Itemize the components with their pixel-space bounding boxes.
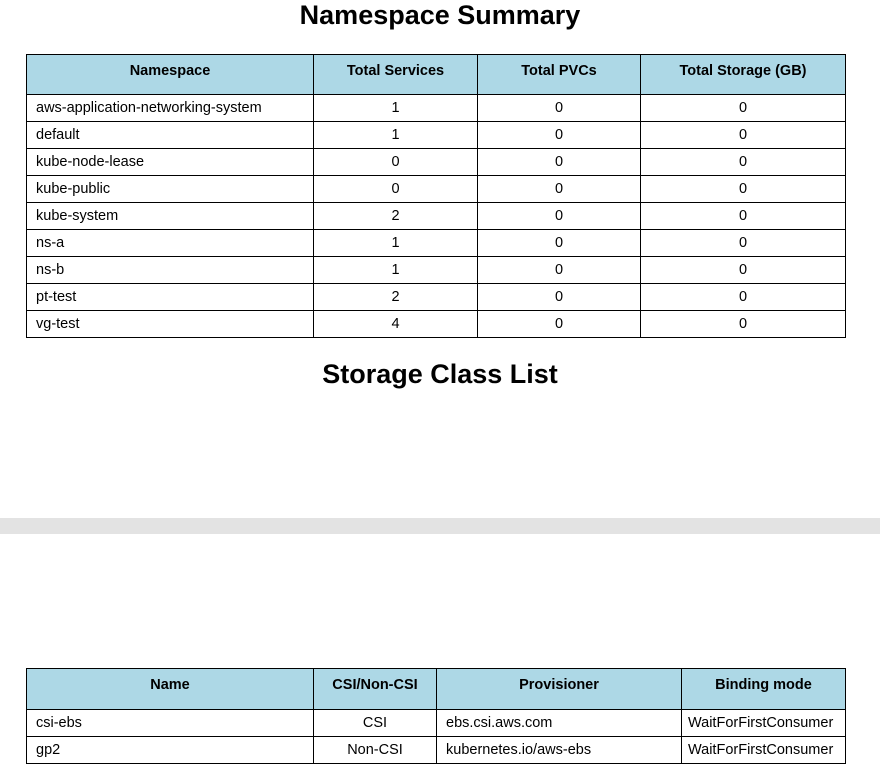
services-cell: 2 [314, 203, 478, 230]
namespace-cell: aws-application-networking-system [27, 95, 314, 122]
column-header-total-services: Total Services [314, 55, 478, 95]
csi-type-cell: CSI [314, 710, 437, 737]
storage-cell: 0 [641, 203, 846, 230]
table-row [27, 737, 846, 764]
binding-mode-cell: WaitForFirstConsumer [682, 737, 846, 764]
column-header-csi: CSI/Non-CSI [314, 669, 437, 710]
table-row [27, 122, 846, 149]
namespace-cell: default [27, 122, 314, 149]
pvcs-cell: 0 [478, 149, 641, 176]
services-cell: 1 [314, 257, 478, 284]
storage-cell: 0 [641, 230, 846, 257]
namespace-cell: pt-test [27, 284, 314, 311]
namespace-cell: ns-b [27, 257, 314, 284]
table-row [27, 95, 846, 122]
pvcs-cell: 0 [478, 284, 641, 311]
pvcs-cell: 0 [478, 257, 641, 284]
storage-cell: 0 [641, 122, 846, 149]
namespace-cell: kube-public [27, 176, 314, 203]
namespace-cell: vg-test [27, 311, 314, 338]
table-row [27, 311, 846, 338]
services-cell: 4 [314, 311, 478, 338]
storage-class-table [26, 668, 846, 764]
pvcs-cell: 0 [478, 176, 641, 203]
provisioner-cell: ebs.csi.aws.com [437, 710, 682, 737]
binding-mode-cell: WaitForFirstConsumer [682, 710, 846, 737]
table-row [27, 230, 846, 257]
storage-cell: 0 [641, 149, 846, 176]
column-header-provisioner: Provisioner [437, 669, 682, 710]
column-header-binding-mode: Binding mode [682, 669, 846, 710]
provisioner-cell: kubernetes.io/aws-ebs [437, 737, 682, 764]
column-header-name: Name [27, 669, 314, 710]
table-header-row [27, 669, 846, 710]
services-cell: 1 [314, 230, 478, 257]
services-cell: 1 [314, 122, 478, 149]
pvcs-cell: 0 [478, 122, 641, 149]
storage-cell: 0 [641, 311, 846, 338]
services-cell: 2 [314, 284, 478, 311]
table-row [27, 203, 846, 230]
pvcs-cell: 0 [478, 203, 641, 230]
services-cell: 0 [314, 176, 478, 203]
storage-cell: 0 [641, 284, 846, 311]
storage-class-list-title: Storage Class List [322, 359, 558, 389]
pvcs-cell: 0 [478, 230, 641, 257]
column-header-total-storage: Total Storage (GB) [641, 55, 846, 95]
pvcs-cell: 0 [478, 311, 641, 338]
table-row [27, 284, 846, 311]
storage-class-name-cell: csi-ebs [27, 710, 314, 737]
namespace-summary-title: Namespace Summary [299, 0, 581, 30]
pvcs-cell: 0 [478, 95, 641, 122]
page-separator [0, 518, 880, 534]
table-row [27, 176, 846, 203]
namespace-cell: kube-node-lease [27, 149, 314, 176]
services-cell: 1 [314, 95, 478, 122]
namespace-summary-table [26, 54, 846, 338]
csi-type-cell: Non-CSI [314, 737, 437, 764]
column-header-namespace: Namespace [27, 55, 314, 95]
storage-cell: 0 [641, 95, 846, 122]
table-row [27, 257, 846, 284]
namespace-cell: kube-system [27, 203, 314, 230]
storage-class-name-cell: gp2 [27, 737, 314, 764]
table-row [27, 710, 846, 737]
storage-cell: 0 [641, 176, 846, 203]
table-header-row [27, 55, 846, 95]
storage-cell: 0 [641, 257, 846, 284]
column-header-total-pvcs: Total PVCs [478, 55, 641, 95]
namespace-cell: ns-a [27, 230, 314, 257]
services-cell: 0 [314, 149, 478, 176]
table-row [27, 149, 846, 176]
